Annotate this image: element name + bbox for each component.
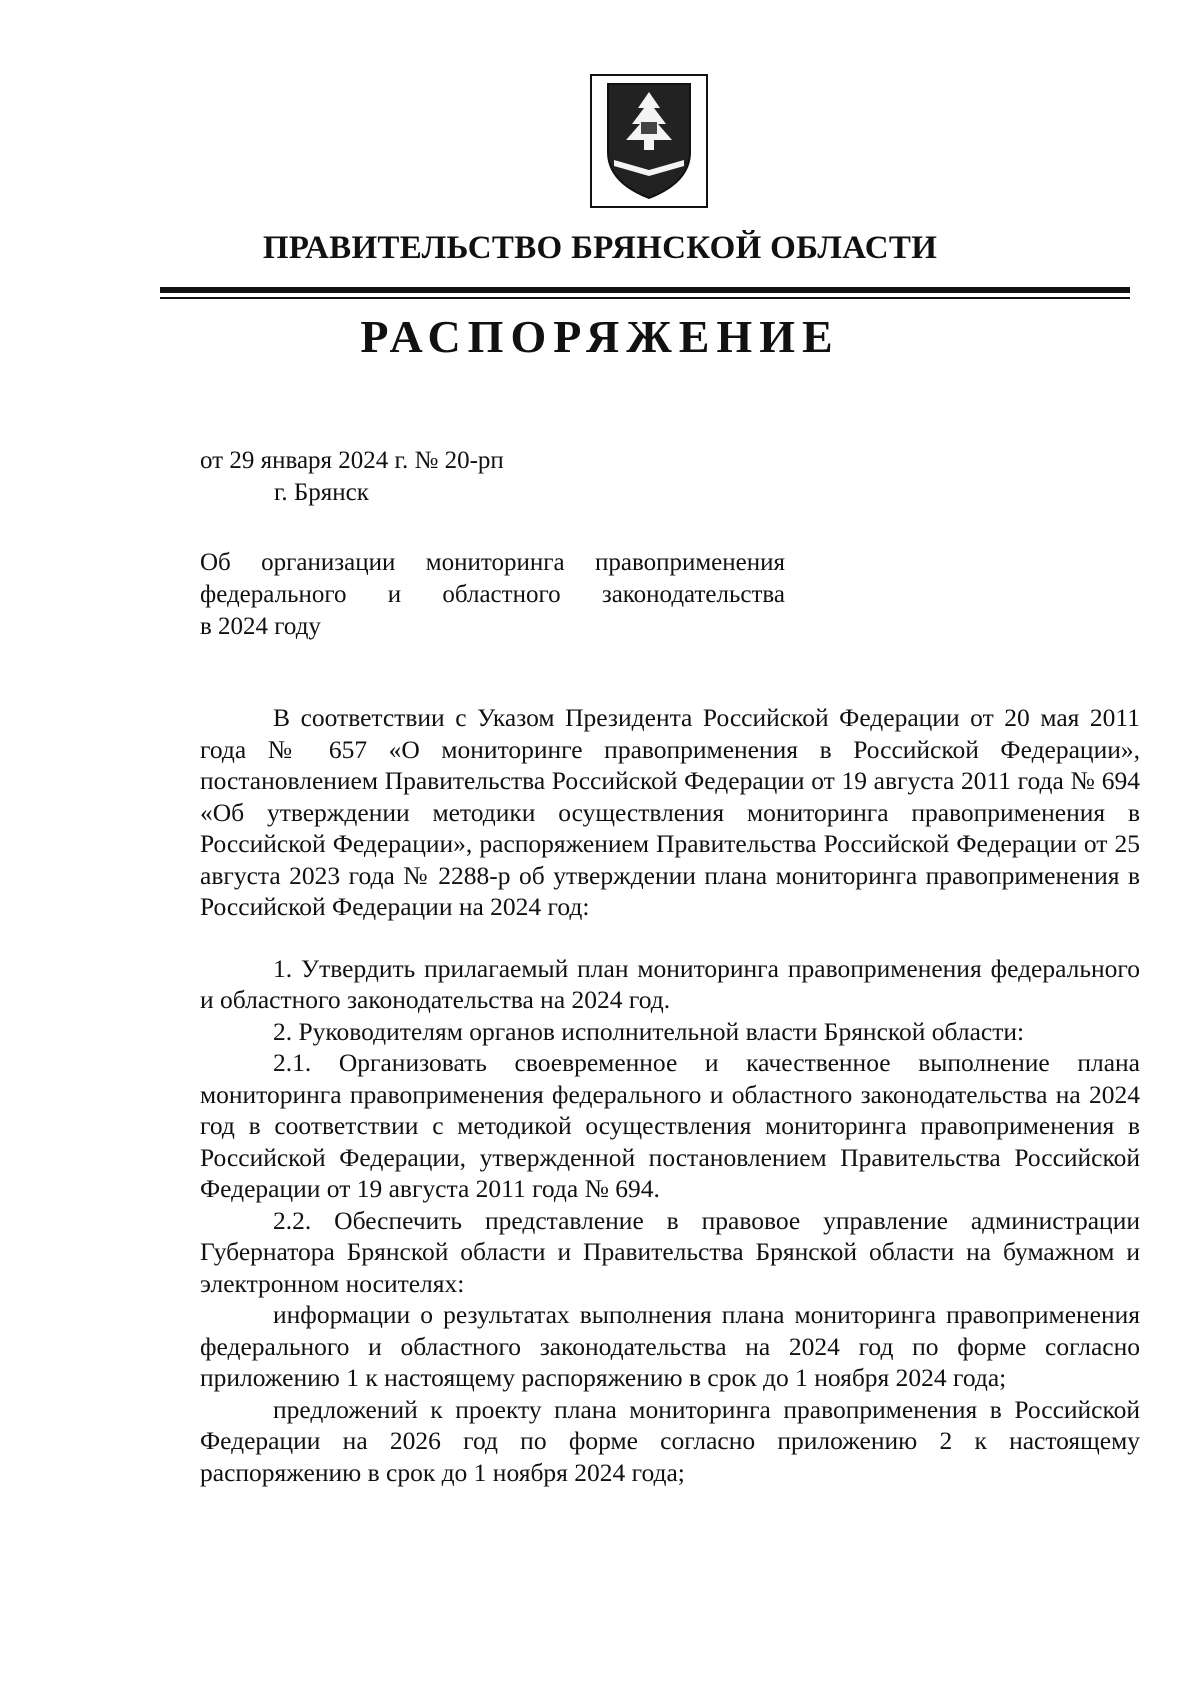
item-2-2-paragraph: 2.2. Обеспечить представление в правовое управление администрации Губернатора Брянской области и Правительства Брянской области на бумажном и электронном носителях: (200, 1205, 1140, 1298)
item-2-1-paragraph: 2.1. Организовать своевременное и качественное выполнение плана мониторинга правоприменения федерального и областного законодательства на 2024 год в соответствии с методикой осуществления мониторинга правоприменения в Российской Федерации, утвержденной постановлением Правительства Российской Федерации от 19 августа 2011 года № 694. (200, 1048, 1140, 1203)
header-divider-thin (160, 297, 1130, 299)
subject-line: в 2024 году (200, 613, 321, 640)
organization-title: ПРАВИТЕЛЬСТВО БРЯНСКОЙ ОБЛАСТИ (262, 230, 938, 266)
subject-line: Об организации мониторинга правоприменения (200, 549, 785, 576)
paragraph-gap (200, 923, 1140, 953)
item-2-2-a-paragraph: информации о результатах выполнения плана мониторинга правоприменения федерального и областного законодательства на 2024 год по форме согласно приложению 1 к настоящему распоряжению в срок до 1 ноября 2024 года; (200, 1300, 1140, 1392)
document-date-number: от 29 января 2024 г. № 20-рп (200, 447, 504, 474)
subject-line: федерального и областного законодательства (200, 581, 785, 608)
header-divider-thick (160, 287, 1130, 293)
coat-of-arms-icon (590, 74, 708, 208)
document-type-heading: РАСПОРЯЖЕНИЕ (360, 311, 840, 362)
preamble-paragraph: В соответствии с Указом Президента Российской Федерации от 20 мая 2011 года № 657 «О мониторинге правоприменения в Российской Федерации», постановлением Правительства Российской Федерации от 19 августа 2011 года № 694 «Об утверждении методики осуществления мониторинга правоприменения в Российской Федерации», распоряжением Правительства Российской Федерации от 25 августа 2023 года № 2288-р об утверждении плана мониторинга правоприменения в Российской Федерации на 2024 год: (200, 703, 1140, 921)
document-city: г. Брянск (274, 479, 369, 506)
item-1-paragraph: 1. Утвердить прилагаемый план мониторинга правоприменения федерального и областного законодательства на 2024 год. (200, 953, 1140, 1014)
item-2-2-b-paragraph: предложений к проекту плана мониторинга правоприменения в Российской Федерации на 2026 год по форме согласно приложению 2 к настоящему распоряжению в срок до 1 ноября 2024 года; (200, 1394, 1140, 1487)
document-body (200, 702, 1140, 1488)
document-subject (200, 547, 785, 643)
item-2-paragraph: 2. Руководителям органов исполнительной власти Брянской области: (273, 1016, 1025, 1046)
